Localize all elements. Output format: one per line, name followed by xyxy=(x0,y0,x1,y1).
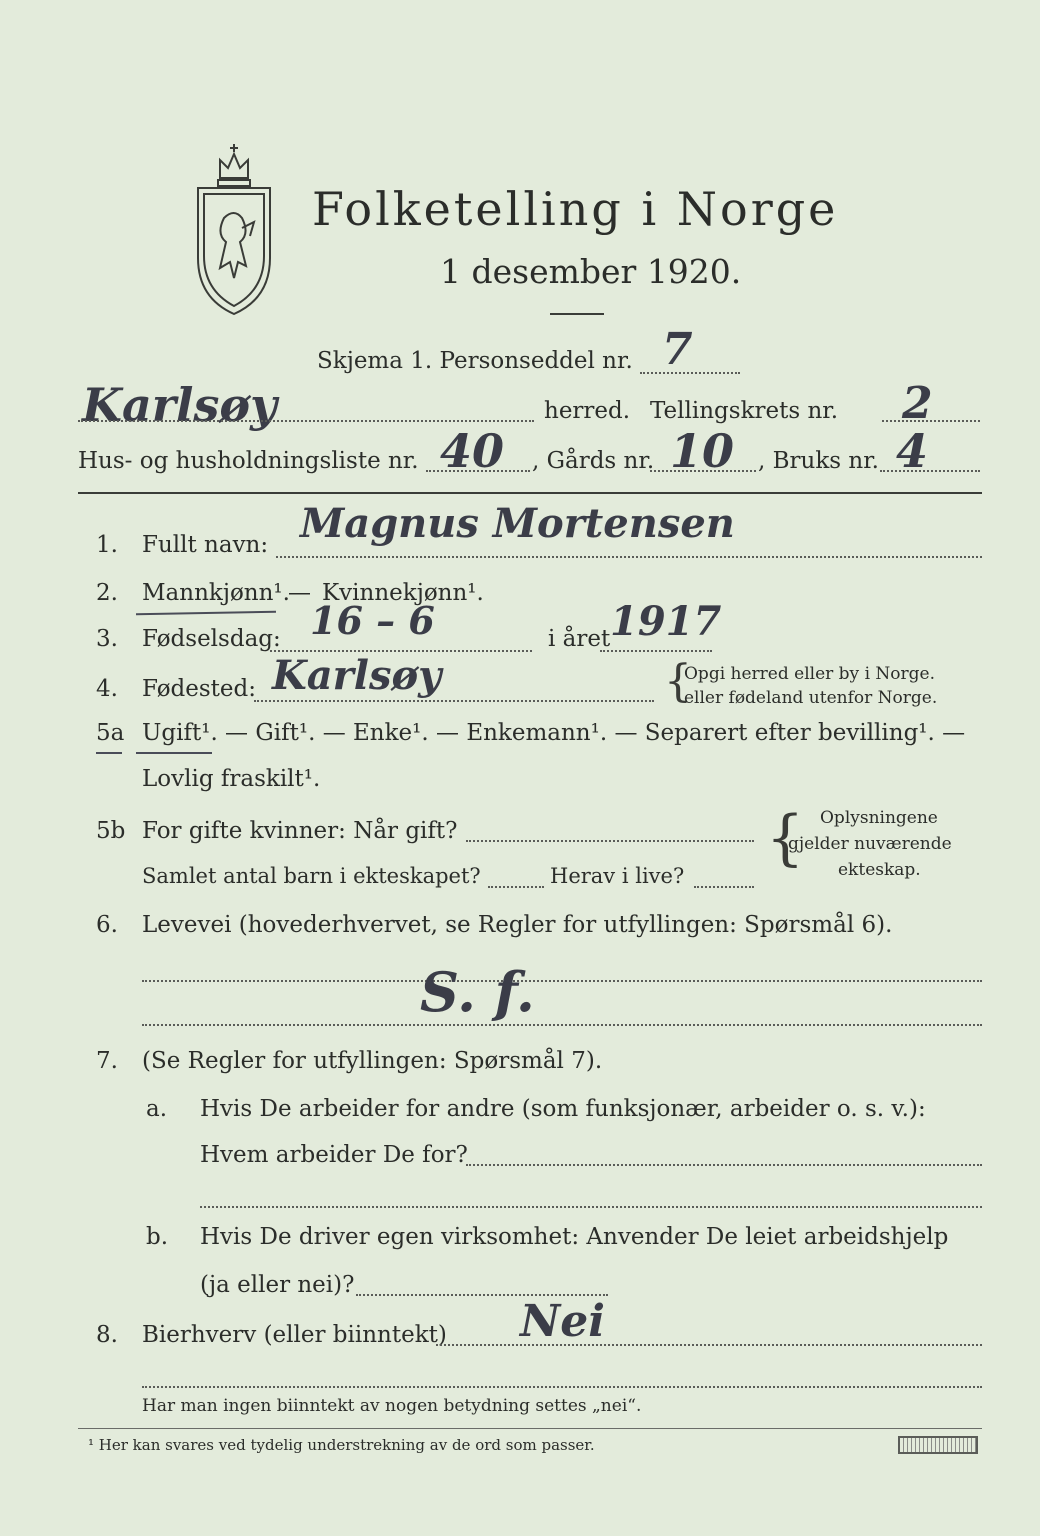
footnote: ¹ Her kan svares ved tydelig understrekning av de ord som passer. xyxy=(88,1436,595,1454)
herred-label: herred. xyxy=(544,398,631,424)
q5b-note-2: gjelder nuværende xyxy=(788,834,952,854)
q2-number: 2. xyxy=(96,580,118,606)
gards-label: , Gårds nr. xyxy=(532,448,655,474)
q5a-options: Ugift¹. — Gift¹. — Enke¹. — Enkemann¹. — Separert efter bevilling¹. — xyxy=(142,720,966,746)
q5b-married-dotline xyxy=(466,840,754,842)
printer-stamp xyxy=(898,1436,978,1454)
q6-value: S. f. xyxy=(420,960,535,1024)
q7a-line-1: Hvis De arbeider for andre (som funksjonær, arbeider o. s. v.): xyxy=(200,1096,926,1122)
form-title: Folketelling i Norge xyxy=(312,182,839,236)
q8-number: 8. xyxy=(96,1322,118,1348)
q6-number: 6. xyxy=(96,912,118,938)
q4-note-1: Opgi herred eller by i Norge. xyxy=(684,664,935,684)
q2-separator: — xyxy=(288,580,311,606)
tellingskrets-label: Tellingskrets nr. xyxy=(650,398,839,424)
norway-coat-of-arms-icon xyxy=(190,138,278,318)
q7a-dotline-2 xyxy=(200,1206,982,1208)
q7-label: (Se Regler for utfyllingen: Spørsmål 7). xyxy=(142,1048,603,1074)
q6-dotline-1 xyxy=(142,980,982,982)
q5a-ugift-underline xyxy=(136,752,212,754)
bruks-label: , Bruks nr. xyxy=(758,448,879,474)
q4-label: Fødested: xyxy=(142,676,257,702)
q3-label: Fødselsdag: xyxy=(142,626,281,652)
q3-value: 16 – 6 xyxy=(310,598,435,643)
q7b-line-2: (ja eller nei)? xyxy=(200,1272,355,1298)
schema-label: Skjema 1. Personseddel nr. xyxy=(317,348,633,374)
q5a-options-cont: Lovlig fraskilt¹. xyxy=(142,766,321,792)
q2-female: Kvinnekjønn¹. xyxy=(322,580,484,606)
q7a-dotline-1 xyxy=(466,1164,982,1166)
census-date: 1 desember 1920. xyxy=(440,252,742,291)
q5a-number-underline xyxy=(96,752,122,754)
q1-label: Fullt navn: xyxy=(142,532,269,558)
q5b-children-label: Samlet antal barn i ekteskapet? xyxy=(142,864,481,888)
bruks-value: 4 xyxy=(896,424,929,478)
herred-value: Karlsøy xyxy=(82,378,277,432)
q5b-brace: { xyxy=(766,803,805,873)
q8-dotline xyxy=(436,1344,982,1346)
q8-dotline-2 xyxy=(142,1386,982,1388)
q3-number: 3. xyxy=(96,626,118,652)
q2-male: Mannkjønn¹. xyxy=(142,580,290,606)
bruks-dotline xyxy=(880,470,980,472)
q3-year-dotline xyxy=(600,650,712,652)
q5b-note-1: Oplysningene xyxy=(820,808,938,828)
q4-brace: { xyxy=(664,656,692,707)
q7a-letter: a. xyxy=(146,1096,168,1122)
personseddel-value: 7 xyxy=(662,324,693,375)
q7b-letter: b. xyxy=(146,1224,169,1250)
q8-value: Nei xyxy=(520,1296,605,1347)
q6-label: Levevei (hovederhvervet, se Regler for utfyllingen: Spørsmål 6). xyxy=(142,912,893,938)
q4-note-2: eller fødeland utenfor Norge. xyxy=(684,688,938,708)
q3-year-label: i året xyxy=(548,626,611,652)
herred-dotline xyxy=(78,420,534,422)
q4-dotline xyxy=(254,700,654,702)
hus-label: Hus- og husholdningsliste nr. xyxy=(78,448,419,474)
q1-dotline xyxy=(276,556,982,558)
q1-number: 1. xyxy=(96,532,118,558)
q3-year-value: 1917 xyxy=(610,598,722,645)
q5b-note-3: ekteskap. xyxy=(838,860,921,880)
q5b-children-dotline xyxy=(488,886,544,888)
q1-value: Magnus Mortensen xyxy=(300,500,735,547)
q5b-number: 5b xyxy=(96,818,126,844)
footnote-rule xyxy=(78,1428,982,1429)
tellingskrets-value: 2 xyxy=(902,378,933,429)
q8-note: Har man ingen biinntekt av nogen betydning settes „nei“. xyxy=(142,1396,642,1416)
q7b-line-1: Hvis De driver egen virksomhet: Anvender De leiet arbeidshjelp xyxy=(200,1224,949,1250)
section-rule xyxy=(78,492,982,494)
q4-number: 4. xyxy=(96,676,118,702)
q2-male-underline xyxy=(136,611,276,615)
title-rule xyxy=(550,313,604,315)
q4-value: Karlsøy xyxy=(272,652,442,699)
q5b-alive-label: Herav i live? xyxy=(550,864,685,888)
q7a-line-2: Hvem arbeider De for? xyxy=(200,1142,468,1168)
q5a-number: 5a xyxy=(96,720,125,746)
q5b-married-label: For gifte kvinner: Når gift? xyxy=(142,818,458,844)
q8-label: Bierhverv (eller biinntekt) xyxy=(142,1322,447,1348)
q5b-alive-dotline xyxy=(694,886,754,888)
gards-value: 10 xyxy=(670,424,735,478)
q6-dotline-2 xyxy=(142,1024,982,1026)
q7-number: 7. xyxy=(96,1048,118,1074)
hus-value: 40 xyxy=(440,424,505,478)
